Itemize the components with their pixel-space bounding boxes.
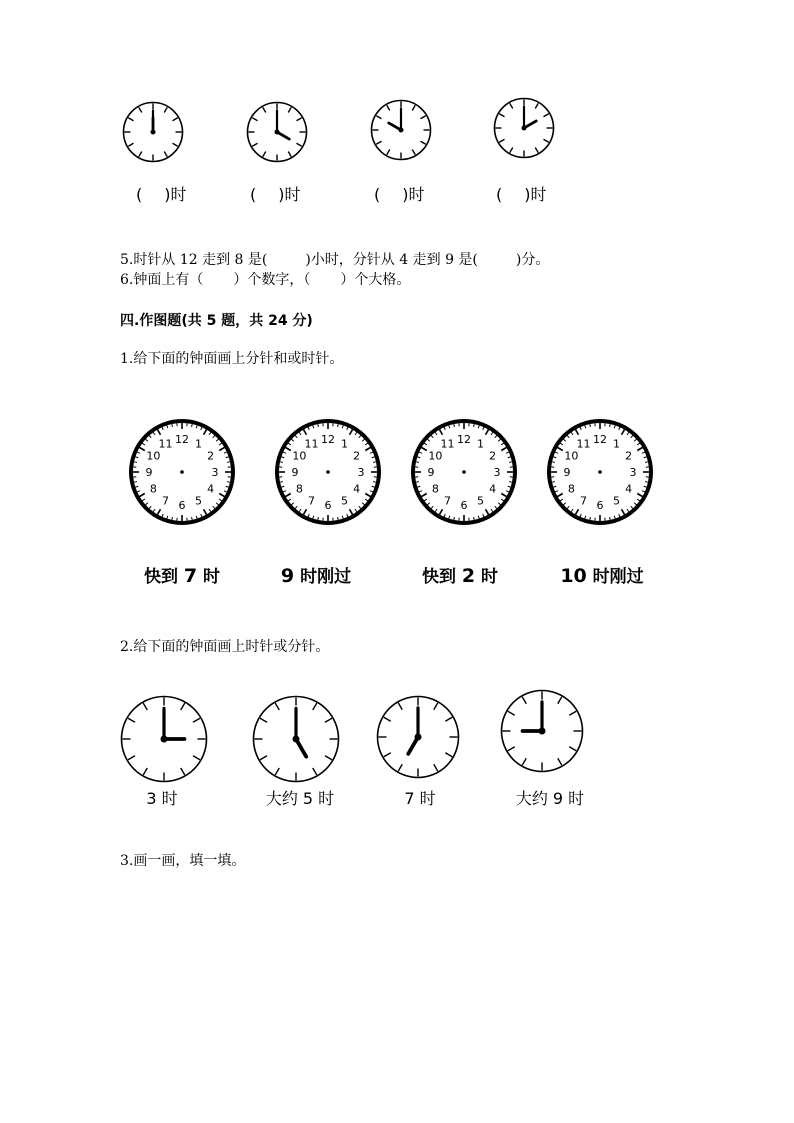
dial-number: 7 <box>162 494 169 508</box>
dial-number: 2 <box>353 449 361 463</box>
dial-number: 6 <box>178 499 186 512</box>
dial-number: 4 <box>207 482 215 496</box>
question-6 <box>120 269 410 289</box>
minute-tick <box>610 424 611 427</box>
clock-label-number: 7 <box>183 565 198 587</box>
clock-face <box>122 101 184 163</box>
clock-label-text: 时 <box>197 567 221 587</box>
clock-label <box>540 562 664 587</box>
paren-close: ) <box>164 185 171 204</box>
paren-close: ) <box>402 185 409 204</box>
minute-tick <box>645 462 648 463</box>
clock-face <box>370 99 432 161</box>
answer-blank[interactable] <box>374 182 425 205</box>
dial-number: 6 <box>324 499 332 512</box>
clock-face[interactable] <box>500 689 584 773</box>
question-1: 1.给下面的钟面画上分针和或时针。 <box>120 351 344 367</box>
dial-number: 12 <box>321 433 335 446</box>
dial-number: 5 <box>477 494 484 508</box>
dial-number: 3 <box>629 466 637 479</box>
minute-tick <box>227 482 230 483</box>
paren-open: ( <box>136 185 143 204</box>
dial-number: 9 <box>145 466 153 479</box>
clock-label-text: 时刚过 <box>294 567 352 587</box>
clock-label: 大约 9 时 <box>515 789 585 808</box>
dial-number: 12 <box>593 433 607 446</box>
minute-tick <box>338 424 339 427</box>
minute-tick <box>590 517 591 520</box>
clock-center <box>399 128 404 133</box>
question-3: 3.画一画，填一填。 <box>120 853 246 869</box>
question-text: 6.钟面上有（ <box>120 272 204 288</box>
minute-tick <box>280 482 283 483</box>
clock-center <box>326 470 330 474</box>
clock-center <box>598 470 602 474</box>
clock-label-number: 9 <box>280 565 295 587</box>
answer-blank[interactable] <box>496 182 547 205</box>
dial-number: 1 <box>341 437 348 451</box>
clock-center <box>462 470 466 474</box>
paren-close: ) <box>278 185 285 204</box>
minute-tick <box>509 482 512 483</box>
dial-number: 11 <box>440 437 455 451</box>
clock-center <box>161 736 168 743</box>
minute-tick <box>172 424 173 427</box>
minute-tick <box>552 462 555 463</box>
dial-number: 3 <box>493 466 501 479</box>
clock-center <box>275 130 280 135</box>
question-text: )分。 <box>515 252 550 268</box>
clock-label: 3 时 <box>146 789 178 808</box>
dial-number: 9 <box>427 466 435 479</box>
question-text: ）个数字，（ <box>233 272 311 288</box>
minute-tick <box>318 424 319 427</box>
dial-number: 8 <box>149 482 157 496</box>
minute-tick <box>338 517 339 520</box>
question-2: 2.给下面的钟面画上时针或分针。 <box>120 639 330 655</box>
clock-center <box>180 470 184 474</box>
dial-number: 6 <box>596 499 604 512</box>
dial-number: 2 <box>489 449 497 463</box>
minute-tick <box>134 462 137 463</box>
clock-center <box>293 736 300 743</box>
question-5 <box>120 249 549 269</box>
dial-number: 1 <box>613 437 620 451</box>
clock-label-number: 2 <box>461 565 476 587</box>
clock-label <box>400 562 520 587</box>
minute-tick <box>416 462 419 463</box>
minute-tick <box>590 424 591 427</box>
question-text: )小时，分针从 4 走到 9 是( <box>305 252 478 268</box>
dial-number: 5 <box>613 494 620 508</box>
paren-open: ( <box>250 185 257 204</box>
dial-number: 10 <box>428 449 443 463</box>
dial-number: 12 <box>457 433 471 446</box>
clock-face <box>493 97 555 159</box>
question-text: ）个大格。 <box>340 272 411 288</box>
numbered-clock-face[interactable] <box>410 418 518 526</box>
dial-number: 7 <box>308 494 315 508</box>
dial-number: 11 <box>576 437 591 451</box>
dial-number: 10 <box>292 449 307 463</box>
clock-center <box>415 734 422 741</box>
minute-tick <box>454 424 455 427</box>
clock-label <box>256 562 376 587</box>
paren-open: ( <box>496 185 503 204</box>
dial-number: 1 <box>477 437 484 451</box>
minute-tick <box>373 462 376 463</box>
minute-tick <box>134 482 137 483</box>
unit-label: 时 <box>408 185 425 204</box>
dial-number: 7 <box>580 494 587 508</box>
unit-label: 时 <box>170 185 187 204</box>
dial-number: 4 <box>489 482 497 496</box>
dial-number: 4 <box>625 482 633 496</box>
minute-tick <box>645 482 648 483</box>
clock-center <box>151 130 156 135</box>
dial-number: 3 <box>211 466 219 479</box>
dial-number: 10 <box>146 449 161 463</box>
clock-label <box>122 562 242 587</box>
clock-face[interactable] <box>120 695 208 783</box>
unit-label: 时 <box>284 185 301 204</box>
dial-number: 4 <box>353 482 361 496</box>
clock-label-text: 时 <box>475 567 499 587</box>
unit-label: 时 <box>530 185 547 204</box>
dial-number: 5 <box>341 494 348 508</box>
minute-tick <box>454 517 455 520</box>
minute-tick <box>227 462 230 463</box>
minute-tick <box>610 517 611 520</box>
dial-number: 6 <box>460 499 468 512</box>
dial-number: 9 <box>563 466 571 479</box>
dial-number: 3 <box>357 466 365 479</box>
dial-number: 12 <box>175 433 189 446</box>
clock-label: 7 时 <box>404 789 436 808</box>
dial-number: 11 <box>304 437 319 451</box>
dial-number: 11 <box>158 437 173 451</box>
question-text: 5.时针从 12 走到 8 是( <box>120 252 268 268</box>
dial-number: 5 <box>195 494 202 508</box>
dial-number: 2 <box>625 449 633 463</box>
answer-blank[interactable] <box>250 182 301 205</box>
answer-blank[interactable] <box>136 182 187 205</box>
dial-number: 1 <box>195 437 202 451</box>
clock-label-text: 快到 <box>421 567 462 587</box>
dial-number: 10 <box>564 449 579 463</box>
minute-tick <box>509 462 512 463</box>
paren-close: ) <box>524 185 531 204</box>
minute-tick <box>192 424 193 427</box>
clock-label-text: 时刚过 <box>586 567 644 587</box>
minute-tick <box>552 482 555 483</box>
numbered-clock-face[interactable] <box>128 418 236 526</box>
clock-face <box>246 101 308 163</box>
dial-number: 9 <box>291 466 299 479</box>
dial-number: 8 <box>567 482 575 496</box>
dial-number: 8 <box>295 482 303 496</box>
clock-face[interactable] <box>252 695 340 783</box>
clock-label: 大约 5 时 <box>265 789 335 808</box>
numbered-clock-face[interactable] <box>546 418 654 526</box>
clock-center <box>539 728 546 735</box>
minute-tick <box>474 424 475 427</box>
minute-tick <box>192 517 193 520</box>
dial-number: 8 <box>431 482 439 496</box>
paren-open: ( <box>374 185 381 204</box>
clock-label-number: 10 <box>560 565 587 587</box>
clock-center <box>522 126 527 131</box>
minute-tick <box>373 482 376 483</box>
minute-tick <box>318 517 319 520</box>
minute-tick <box>280 462 283 463</box>
numbered-clock-face[interactable] <box>274 418 382 526</box>
minute-tick <box>416 482 419 483</box>
section-title: 四.作图题(共 5 题，共 24 分) <box>120 313 313 329</box>
dial-number: 7 <box>444 494 451 508</box>
clock-label-text: 快到 <box>143 567 184 587</box>
clock-face[interactable] <box>376 695 460 779</box>
minute-tick <box>172 517 173 520</box>
dial-number: 2 <box>207 449 215 463</box>
minute-tick <box>474 517 475 520</box>
